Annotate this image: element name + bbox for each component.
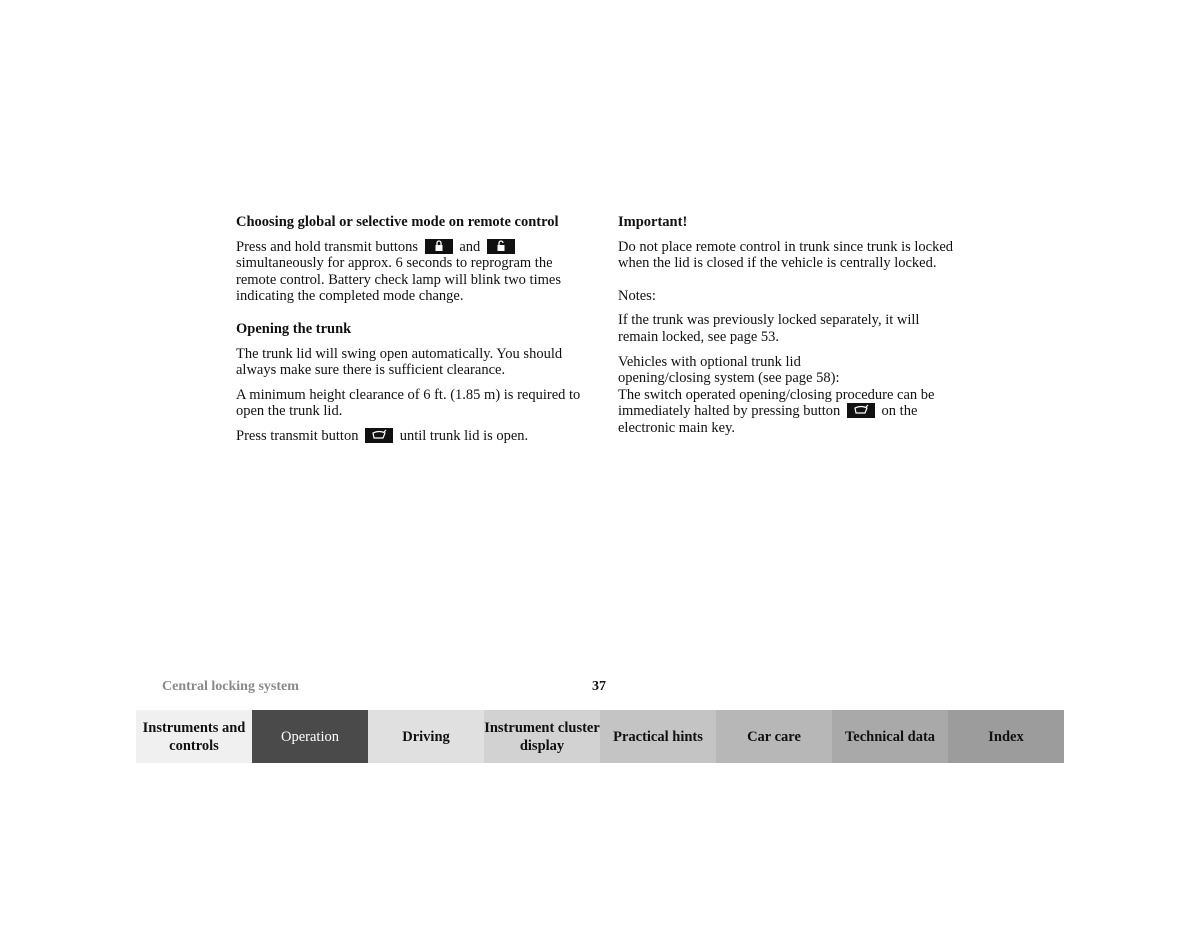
important-heading: Important! [618, 214, 688, 230]
paragraph: Vehicles with optional trunk lid opening/closing system (see page 58): The switch operated opening/closing procedure can be immediately halted by pressing button on the electronic main key. [618, 353, 935, 436]
tab-car-care[interactable]: Car care [716, 710, 832, 763]
tab-practical-hints[interactable]: Practical hints [600, 710, 716, 763]
lock-icon [425, 239, 453, 254]
paragraph: If the trunk was previously locked separately, it will remain locked, see page 53. [618, 312, 920, 345]
section-heading: Opening the trunk [236, 320, 352, 337]
paragraph: Do not place remote control in trunk since trunk is locked when the lid is closed if the vehicle is centrally locked. [618, 238, 954, 272]
left-column [236, 214, 586, 453]
trunk-open-icon [365, 428, 393, 443]
tab-operation[interactable]: Operation [252, 710, 368, 763]
tab-instrument-cluster-display[interactable]: Instrument cluster display [484, 710, 600, 763]
paragraph: Press transmit button until trunk lid is open. [236, 427, 529, 444]
tab-technical-data[interactable]: Technical data [832, 710, 948, 763]
paragraph: A minimum height clearance of 6 ft. (1.85 m) is required to open the trunk lid. [236, 386, 581, 420]
paragraph: The trunk lid will swing open automatically. You should always make sure there is sufficient clearance. [236, 345, 563, 379]
paragraph: Press and hold transmit buttons and simultaneously for approx. 6 seconds to reprogram the remote control. Battery check lamp will blink two times indicating the completed mode change. [236, 238, 561, 305]
tab-driving[interactable]: Driving [368, 710, 484, 763]
section-heading: Choosing global or selective mode on remote control [236, 214, 559, 230]
section-title: Central locking system [162, 679, 299, 694]
tab-instruments-and-controls[interactable]: Instruments and controls [136, 710, 252, 763]
notes-label: Notes: [618, 287, 656, 304]
chapter-nav [136, 710, 1064, 763]
trunk-open-icon [847, 403, 875, 418]
right-column [618, 214, 963, 445]
unlock-icon [487, 239, 515, 254]
tab-index[interactable]: Index [948, 710, 1064, 763]
page-number: 37 [592, 679, 606, 694]
